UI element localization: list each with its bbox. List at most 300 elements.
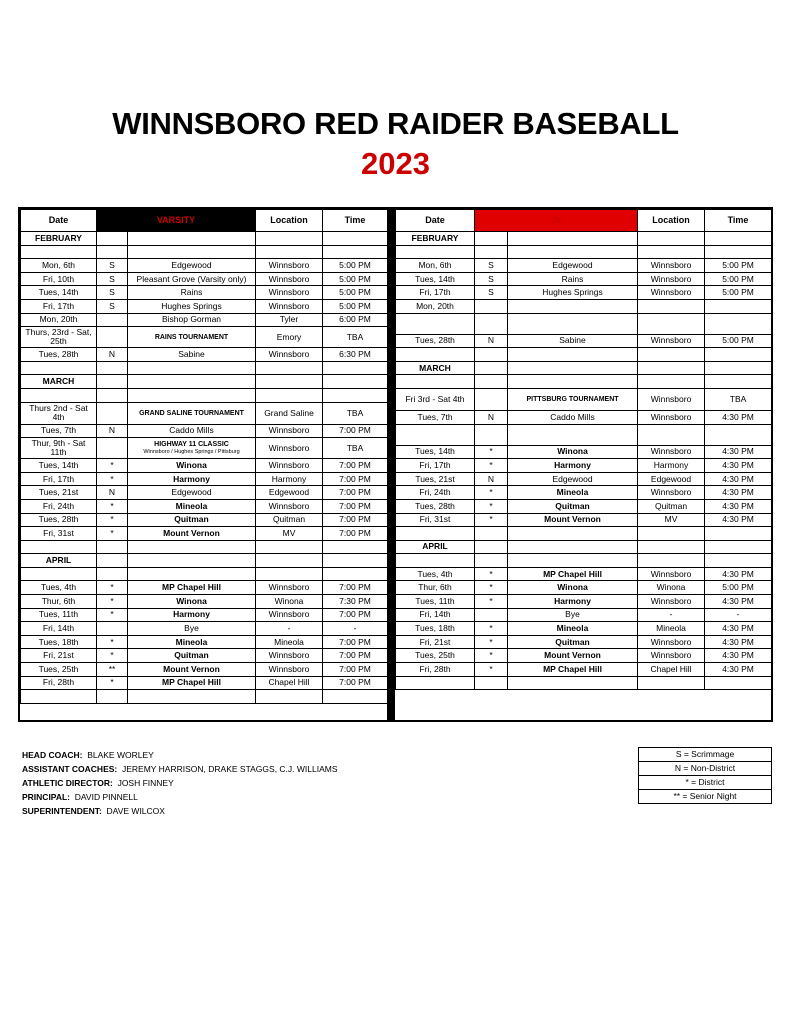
- empty-cell: [638, 245, 705, 259]
- game-location: MV: [256, 527, 323, 541]
- blank-row: [396, 527, 772, 541]
- empty-cell: [638, 348, 705, 362]
- game-location: Quitman: [638, 499, 705, 513]
- game-location: Winnsboro: [256, 663, 323, 677]
- empty-cell: [21, 388, 97, 402]
- game-date: Tues, 25th: [21, 663, 97, 677]
- month-label: APRIL: [396, 540, 475, 554]
- game-row: [396, 410, 772, 424]
- empty-cell: [256, 232, 323, 246]
- varsity-header-row: [21, 210, 388, 232]
- game-code: *: [475, 581, 508, 595]
- game-date: [396, 313, 475, 334]
- game-date: Tues, 11th: [396, 595, 475, 609]
- game-date: Fri, 14th: [21, 622, 97, 636]
- game-code: *: [97, 472, 128, 486]
- game-location: Edgewood: [638, 472, 705, 486]
- game-location: [638, 424, 705, 445]
- game-time: TBA: [705, 388, 772, 410]
- opponent: Sabine: [128, 348, 256, 362]
- game-row: [21, 608, 388, 622]
- game-time: -: [323, 622, 388, 636]
- game-row: [21, 438, 388, 459]
- game-date: Fri, 17th: [396, 459, 475, 473]
- empty-cell: [396, 554, 475, 568]
- game-row: [21, 348, 388, 362]
- game-location: Winnsboro: [638, 635, 705, 649]
- game-code: [475, 388, 508, 410]
- game-row: [396, 635, 772, 649]
- empty-cell: [508, 375, 638, 389]
- game-code: [97, 313, 128, 327]
- game-location: Winnsboro: [638, 388, 705, 410]
- game-location: Winnsboro: [638, 595, 705, 609]
- game-time: 4:30 PM: [705, 486, 772, 500]
- empty-cell: [323, 388, 388, 402]
- varsity-header: VARSITY: [97, 210, 256, 232]
- opponent: Hughes Springs: [128, 299, 256, 313]
- opponent: Caddo Mills: [508, 410, 638, 424]
- game-row: [21, 299, 388, 313]
- column-divider: [387, 209, 395, 720]
- empty-cell: [256, 554, 323, 568]
- empty-cell: [705, 554, 772, 568]
- empty-cell: [508, 361, 638, 375]
- game-code: *: [97, 513, 128, 527]
- game-code: **: [97, 663, 128, 677]
- empty-cell: [705, 348, 772, 362]
- game-date: Tues, 28th: [21, 348, 97, 362]
- game-time: 4:30 PM: [705, 445, 772, 459]
- opponent: Quitman: [128, 649, 256, 663]
- game-row: [21, 649, 388, 663]
- game-time: 4:30 PM: [705, 663, 772, 677]
- opponent: Edgewood: [128, 259, 256, 273]
- staff-name: JEREMY HARRISON, DRAKE STAGGS, C.J. WILLIAMS: [121, 764, 338, 774]
- opponent: Sabine: [508, 334, 638, 348]
- opponent: Rains: [128, 286, 256, 300]
- game-date: Fri, 17th: [21, 299, 97, 313]
- game-code: *: [475, 486, 508, 500]
- game-location: Harmony: [256, 472, 323, 486]
- game-row: [396, 286, 772, 300]
- game-row: [396, 595, 772, 609]
- game-location: MV: [638, 513, 705, 527]
- game-code: N: [475, 334, 508, 348]
- empty-cell: [705, 245, 772, 259]
- staff-role: PRINCIPAL:: [22, 792, 71, 802]
- game-location: Winnsboro: [256, 272, 323, 286]
- game-location: Edgewood: [256, 486, 323, 500]
- opponent: MP Chapel Hill: [508, 663, 638, 677]
- game-row: [396, 334, 772, 348]
- game-code: *: [97, 676, 128, 690]
- game-time: 5:00 PM: [323, 259, 388, 273]
- game-time: 4:30 PM: [705, 649, 772, 663]
- code-legend: [638, 747, 772, 804]
- empty-cell: [97, 567, 128, 581]
- game-date: Tues, 25th: [396, 649, 475, 663]
- opponent: Edgewood: [508, 472, 638, 486]
- game-location: Winnsboro: [256, 438, 323, 459]
- game-location: Winnsboro: [256, 649, 323, 663]
- game-date: Fri, 28th: [396, 663, 475, 677]
- empty-cell: [256, 361, 323, 375]
- staff-line: [22, 804, 338, 818]
- game-date: Fri, 10th: [21, 272, 97, 286]
- game-location: Winnsboro: [638, 410, 705, 424]
- game-location: Winnsboro: [256, 608, 323, 622]
- game-date: Fri, 14th: [396, 608, 475, 622]
- empty-cell: [508, 245, 638, 259]
- location-header: Location: [638, 210, 705, 232]
- game-code: *: [97, 527, 128, 541]
- game-row: [396, 608, 772, 622]
- month-row: [396, 540, 772, 554]
- game-row: [396, 299, 772, 313]
- game-code: S: [97, 259, 128, 273]
- blank-row: [21, 567, 388, 581]
- opponent: Winona: [128, 459, 256, 473]
- opponent: [128, 438, 256, 459]
- game-row: [396, 663, 772, 677]
- staff-name: JOSH FINNEY: [117, 778, 174, 788]
- game-date: Tues, 28th: [396, 334, 475, 348]
- game-row: [396, 259, 772, 273]
- empty-cell: [475, 245, 508, 259]
- game-location: Mineola: [256, 635, 323, 649]
- game-row: [21, 527, 388, 541]
- game-date: Tues, 7th: [396, 410, 475, 424]
- game-date: Fri, 21st: [396, 635, 475, 649]
- game-time: TBA: [323, 402, 388, 424]
- opponent: Caddo Mills: [128, 424, 256, 438]
- game-location: [638, 313, 705, 334]
- game-location: Winnsboro: [256, 348, 323, 362]
- opponent: Mineola: [128, 635, 256, 649]
- game-date: Tues, 4th: [21, 581, 97, 595]
- game-row: [396, 513, 772, 527]
- game-date: Tues, 28th: [396, 499, 475, 513]
- jv-header: JV: [475, 210, 638, 232]
- game-time: 4:30 PM: [705, 622, 772, 636]
- game-code: *: [475, 622, 508, 636]
- game-location: Mineola: [638, 622, 705, 636]
- game-row: [21, 581, 388, 595]
- game-code: *: [97, 459, 128, 473]
- empty-cell: [323, 361, 388, 375]
- game-code: [475, 313, 508, 334]
- game-code: *: [475, 513, 508, 527]
- game-date: Tues, 14th: [21, 286, 97, 300]
- game-row: [21, 259, 388, 273]
- game-time: 7:00 PM: [323, 486, 388, 500]
- blank-row: [396, 676, 772, 690]
- game-date: Tues, 21st: [396, 472, 475, 486]
- empty-cell: [128, 540, 256, 554]
- opponent: Hughes Springs: [508, 286, 638, 300]
- game-location: Winnsboro: [256, 259, 323, 273]
- game-time: 5:00 PM: [323, 299, 388, 313]
- month-label: MARCH: [21, 375, 97, 389]
- opponent: Rains: [508, 272, 638, 286]
- blank-row: [21, 245, 388, 259]
- empty-cell: [638, 232, 705, 246]
- month-label: MARCH: [396, 361, 475, 375]
- month-row: [21, 232, 388, 246]
- game-time: -: [705, 608, 772, 622]
- game-code: *: [475, 567, 508, 581]
- game-time: 4:30 PM: [705, 567, 772, 581]
- empty-cell: [638, 527, 705, 541]
- game-location: Chapel Hill: [256, 676, 323, 690]
- game-date: Fri, 31st: [21, 527, 97, 541]
- game-code: S: [475, 272, 508, 286]
- opponent: Edgewood: [508, 259, 638, 273]
- game-row: [21, 499, 388, 513]
- empty-cell: [97, 361, 128, 375]
- game-row: [21, 595, 388, 609]
- game-code: *: [475, 459, 508, 473]
- blank-row: [21, 540, 388, 554]
- game-time: 5:00 PM: [705, 259, 772, 273]
- game-code: *: [475, 635, 508, 649]
- game-time: 7:00 PM: [323, 608, 388, 622]
- empty-cell: [128, 245, 256, 259]
- game-location: Winnsboro: [638, 259, 705, 273]
- empty-cell: [256, 245, 323, 259]
- opponent: Quitman: [128, 513, 256, 527]
- opponent: Winona: [508, 445, 638, 459]
- game-time: 4:30 PM: [705, 410, 772, 424]
- staff-name: DAVID PINNELL: [74, 792, 138, 802]
- legend-item: * = District: [639, 776, 771, 790]
- game-date: Thur, 9th - Sat 11th: [21, 438, 97, 459]
- empty-cell: [508, 348, 638, 362]
- empty-cell: [97, 232, 128, 246]
- empty-cell: [256, 540, 323, 554]
- game-time: 7:00 PM: [323, 424, 388, 438]
- opponent: Winona: [508, 581, 638, 595]
- game-date: Fri, 21st: [21, 649, 97, 663]
- empty-cell: [508, 554, 638, 568]
- game-code: [97, 327, 128, 348]
- opponent: Quitman: [508, 499, 638, 513]
- empty-cell: [475, 540, 508, 554]
- game-date: Thurs 2nd - Sat 4th: [21, 402, 97, 424]
- game-time: 5:00 PM: [705, 272, 772, 286]
- opponent: Mineola: [508, 622, 638, 636]
- game-date: Fri, 24th: [396, 486, 475, 500]
- empty-cell: [705, 527, 772, 541]
- game-code: *: [475, 499, 508, 513]
- coaching-staff: [22, 748, 338, 818]
- opponent-subtitle: Winnsboro / Hughes Springs / Pittsburg: [143, 449, 240, 456]
- empty-cell: [475, 375, 508, 389]
- opponent: Harmony: [508, 459, 638, 473]
- empty-cell: [508, 540, 638, 554]
- staff-role: ATHLETIC DIRECTOR:: [22, 778, 113, 788]
- empty-cell: [323, 245, 388, 259]
- empty-cell: [97, 554, 128, 568]
- game-row: [21, 513, 388, 527]
- game-date: [396, 424, 475, 445]
- game-location: Winnsboro: [638, 649, 705, 663]
- game-time: 5:00 PM: [323, 272, 388, 286]
- opponent: RAINS TOURNAMENT: [128, 327, 256, 348]
- staff-role: SUPERINTENDENT:: [22, 806, 102, 816]
- empty-cell: [97, 375, 128, 389]
- game-date: Fri, 24th: [21, 499, 97, 513]
- game-date: Fri, 17th: [396, 286, 475, 300]
- game-row: [396, 622, 772, 636]
- game-time: 7:00 PM: [323, 472, 388, 486]
- empty-cell: [475, 554, 508, 568]
- opponent: Mineola: [128, 499, 256, 513]
- empty-cell: [97, 690, 128, 704]
- staff-name: BLAKE WORLEY: [87, 750, 154, 760]
- opponent: PITTSBURG TOURNAMENT: [508, 388, 638, 410]
- game-time: 7:00 PM: [323, 459, 388, 473]
- game-location: Winnsboro: [256, 581, 323, 595]
- game-code: [97, 622, 128, 636]
- game-row: [21, 459, 388, 473]
- game-code: [475, 299, 508, 313]
- empty-cell: [638, 375, 705, 389]
- empty-cell: [256, 567, 323, 581]
- empty-cell: [475, 232, 508, 246]
- game-date: Tues, 4th: [396, 567, 475, 581]
- empty-cell: [21, 690, 97, 704]
- opponent: Bishop Gorman: [128, 313, 256, 327]
- game-row: [21, 424, 388, 438]
- game-date: Tues, 21st: [21, 486, 97, 500]
- game-code: *: [97, 635, 128, 649]
- game-location: [638, 299, 705, 313]
- empty-cell: [323, 232, 388, 246]
- game-time: 7:00 PM: [323, 649, 388, 663]
- game-date: Tues, 28th: [21, 513, 97, 527]
- game-code: *: [97, 608, 128, 622]
- month-label: FEBRUARY: [21, 232, 97, 246]
- game-date: Mon, 6th: [396, 259, 475, 273]
- game-time: 7:00 PM: [323, 513, 388, 527]
- game-code: S: [97, 299, 128, 313]
- game-date: Fri, 17th: [21, 472, 97, 486]
- opponent: Quitman: [508, 635, 638, 649]
- empty-cell: [396, 527, 475, 541]
- game-location: Grand Saline: [256, 402, 323, 424]
- blank-row: [396, 375, 772, 389]
- month-row: [21, 554, 388, 568]
- opponent: Mount Vernon: [128, 527, 256, 541]
- game-date: Fri 3rd - Sat 4th: [396, 388, 475, 410]
- game-time: 7:00 PM: [323, 527, 388, 541]
- game-time: 7:00 PM: [323, 663, 388, 677]
- opponent: Mount Vernon: [508, 649, 638, 663]
- empty-cell: [508, 676, 638, 690]
- opponent: [508, 424, 638, 445]
- game-code: S: [97, 286, 128, 300]
- time-header: Time: [705, 210, 772, 232]
- empty-cell: [21, 567, 97, 581]
- empty-cell: [396, 676, 475, 690]
- opponent: Mount Vernon: [508, 513, 638, 527]
- game-location: Winnsboro: [638, 486, 705, 500]
- opponent: Bye: [128, 622, 256, 636]
- game-location: Winnsboro: [638, 334, 705, 348]
- game-code: [97, 438, 128, 459]
- empty-cell: [128, 567, 256, 581]
- game-row: [21, 472, 388, 486]
- empty-cell: [128, 690, 256, 704]
- empty-cell: [21, 361, 97, 375]
- blank-row: [21, 388, 388, 402]
- empty-cell: [128, 232, 256, 246]
- game-location: Harmony: [638, 459, 705, 473]
- game-row: [396, 388, 772, 410]
- empty-cell: [508, 527, 638, 541]
- empty-cell: [638, 361, 705, 375]
- opponent: Winona: [128, 595, 256, 609]
- game-time: TBA: [323, 438, 388, 459]
- game-code: S: [97, 272, 128, 286]
- staff-name: DAVE WILCOX: [106, 806, 165, 816]
- game-row: [21, 486, 388, 500]
- date-header: Date: [396, 210, 475, 232]
- game-time: 5:00 PM: [705, 286, 772, 300]
- game-date: Tues, 14th: [396, 272, 475, 286]
- game-location: Winnsboro: [638, 567, 705, 581]
- game-time: 7:30 PM: [323, 595, 388, 609]
- game-row: [396, 649, 772, 663]
- game-row: [396, 272, 772, 286]
- game-code: *: [475, 649, 508, 663]
- game-code: [97, 402, 128, 424]
- game-date: Tues, 18th: [396, 622, 475, 636]
- opponent: Pleasant Grove (Varsity only): [128, 272, 256, 286]
- game-row: [396, 459, 772, 473]
- empty-cell: [97, 245, 128, 259]
- game-row: [396, 499, 772, 513]
- varsity-schedule: [20, 209, 387, 720]
- empty-cell: [705, 232, 772, 246]
- game-row: [21, 622, 388, 636]
- game-code: *: [475, 445, 508, 459]
- game-row: [396, 486, 772, 500]
- game-row: [21, 402, 388, 424]
- game-code: *: [97, 595, 128, 609]
- game-date: Mon, 20th: [396, 299, 475, 313]
- game-code: S: [475, 286, 508, 300]
- game-code: *: [475, 595, 508, 609]
- empty-cell: [97, 388, 128, 402]
- game-time: 7:00 PM: [323, 635, 388, 649]
- staff-line: [22, 790, 338, 804]
- empty-cell: [256, 375, 323, 389]
- game-code: S: [475, 259, 508, 273]
- empty-cell: [475, 527, 508, 541]
- game-code: *: [97, 581, 128, 595]
- legend-item: ** = Senior Night: [673, 791, 737, 801]
- staff-role: HEAD COACH:: [22, 750, 83, 760]
- empty-cell: [97, 540, 128, 554]
- opponent: Mineola: [508, 486, 638, 500]
- empty-cell: [705, 361, 772, 375]
- game-time: 5:00 PM: [705, 334, 772, 348]
- game-location: Winnsboro: [256, 459, 323, 473]
- game-time: TBA: [323, 327, 388, 348]
